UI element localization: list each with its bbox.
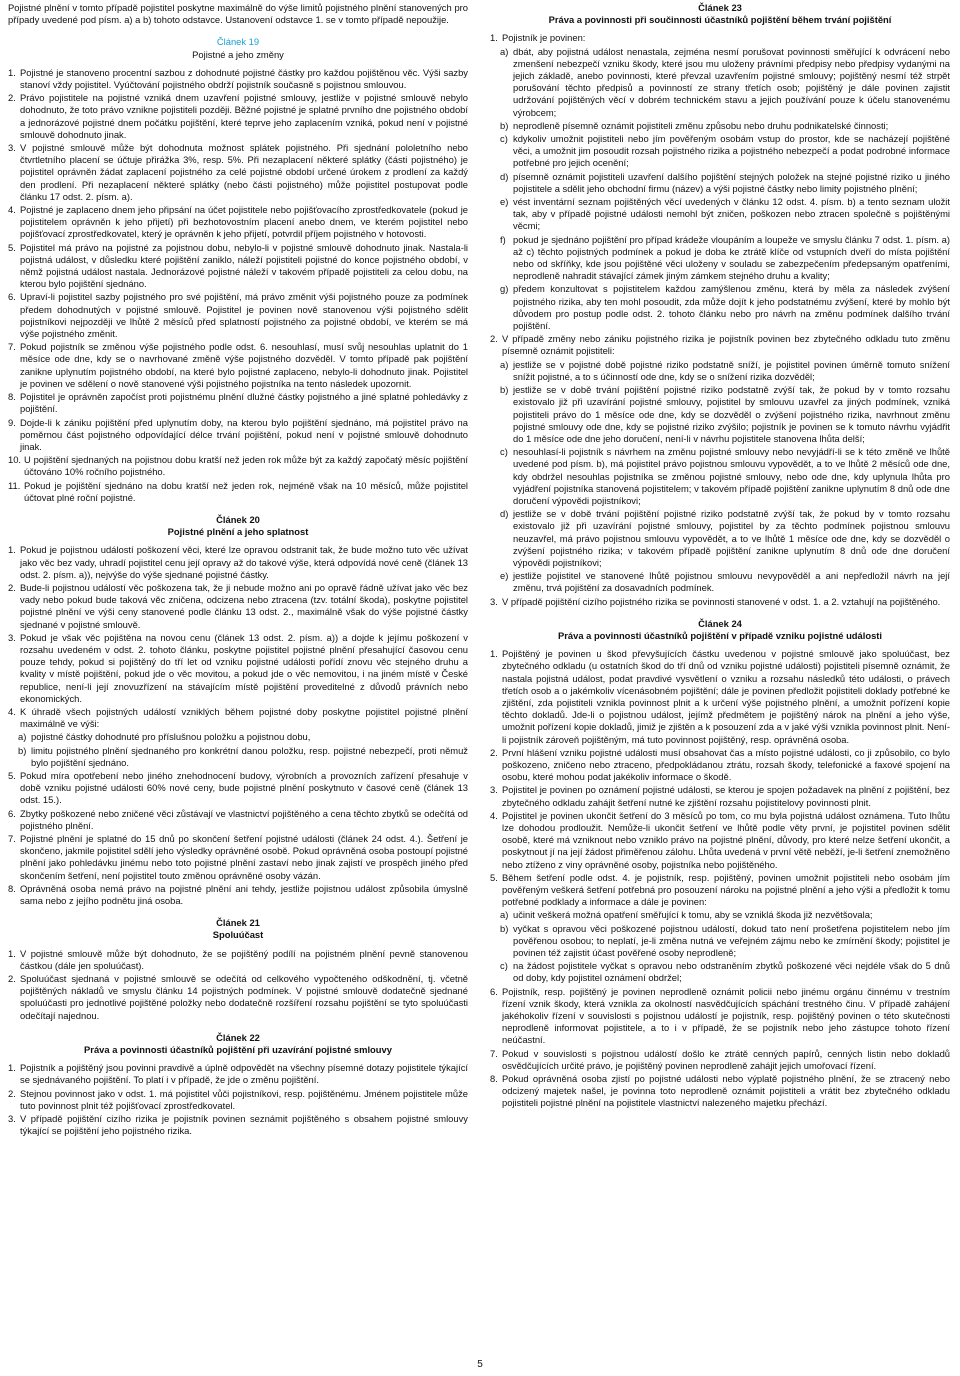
- list-item: [8, 948, 468, 972]
- article-24-heading: [490, 618, 950, 642]
- list-item-text: V případě pojištění cizího rizika je pojistník povinen seznámit pojištěného s obsahem pojistné smlouvy týkající se pojištění jeho pojistného rizika.: [20, 1113, 468, 1137]
- article-21-subtitle: Spoluúčast: [212, 929, 264, 941]
- page-number: 5: [477, 1359, 483, 1370]
- list-item-text: Pokud pojistník se změnou výše pojistného podle odst. 6. nesouhlasí, musí svůj nesouhlas uplatnit do 1 měsíce ode dne, kdy se o navrhované změně výše pojistného dozvěděl. V tomto případě pak pojištění zanikne uplynutím pojistného období, na které bylo pojistné zaplaceno, nebylo-li dohodnuto jinak. Pojistitel je povinen ve sdělení o nově stanovené výši pojistného pojistníka na tento následek upozornit.: [20, 341, 468, 389]
- list-item: [8, 632, 468, 705]
- list-item-text: Pojistitel je povinen po oznámení pojistné události, se kterou je spojen požadavek na plnění z pojištění, bez zbytečného odkladu zahájit šetření nutné ke zjištění rozsahu pojistitelovy povinnosti plnit.: [502, 784, 950, 808]
- sublist-item: [500, 446, 950, 507]
- article-23-item-1-lead: Pojistník je povinen:: [502, 32, 586, 44]
- article-20-title: Článek 20: [216, 513, 260, 525]
- sublist-item-letter: e): [500, 570, 509, 582]
- list-item-number: 11.: [8, 479, 21, 491]
- list-item-number: 2.: [8, 973, 16, 985]
- list-item-text: Bude-li pojistnou událostí věc poškozena tak, že ji nebude možno ani po opravě řádně užívat jako věc bez vady nebo pokud bude taková věc zničena, odcizena nebo ztracena (tzv. totální škoda), poskytne pojistitel pojistné plnění ve výši ceny stanovené podle článku 13 odst. 2., maximálně však do výše pojistné částky sjednané v pojistné smlouvě.: [20, 581, 468, 630]
- list-item-number: 6.: [8, 291, 16, 303]
- list-item: [8, 417, 468, 454]
- list-item-number: 2.: [8, 92, 16, 104]
- article-22-subtitle: Práva a povinnosti účastníků pojištění při uzavírání pojistné smlouvy: [84, 1044, 392, 1056]
- list-item-number: 3.: [490, 784, 498, 796]
- article-20-list-b: [8, 770, 468, 907]
- sublist-item-letter: e): [500, 196, 509, 208]
- list-item-number: 5.: [8, 241, 16, 253]
- article-21-title: Článek 21: [216, 917, 260, 929]
- list-item-text: U pojištění sjednaných na pojistnou dobu kratší než jeden rok může být za každý započatý měsíc pojištění účtováno 10% ročního pojistného.: [24, 454, 468, 478]
- sublist-item-text: pojistné částky dohodnuté pro příslušnou položku a pojistnou dobu,: [31, 731, 311, 743]
- sublist-item: [500, 384, 950, 445]
- sublist-item-letter: d): [500, 170, 509, 182]
- sublist-item-letter: c): [500, 133, 508, 145]
- article-22-list: [8, 1062, 468, 1137]
- sublist-item: [500, 283, 950, 332]
- list-item-number: 3.: [8, 631, 16, 643]
- list-item-text: Spoluúčast sjednaná v pojistné smlouvě se odečítá od celkového vypočteného odškodnění, tj. včetně pojištěných nákladů ve smyslu článku 14 pojistných podmínek. V pojistné smlouvě dodatečně sjednané spoluúčasti pro jednotlivé pojištěné položky nebo dodatečně rozšíření rozsahu pojištění se tyto spoluúčasti odečítají najednou.: [20, 973, 468, 1021]
- list-item-text: Pojistitel je povinen ukončit šetření do 3 měsíců po tom, co mu byla pojistná událost oznámena. Tuto lhůtu lze dohodou prodloužit. Nemůže-li ukončit šetření ve lhůtě podle věty první, je pojistitel povinen sdělit osobě, které má vzniknout nebo vzniklo právo na pojistné plnění, důvody, pro které nelze šetření ukončit, a poskytnout jí na její žádost přiměřenou zálohu. Lhůta uvedená v první větě neběží, je-li šetření znemožněno nebo ztíženo z viny oprávněné osoby, pojistníka nebo pojištěného.: [502, 809, 950, 870]
- list-item: [8, 1062, 468, 1086]
- list-item: [8, 770, 468, 807]
- sublist-item: [500, 960, 950, 984]
- list-item-number: 9.: [8, 416, 16, 428]
- list-item: [490, 810, 950, 871]
- list-item-number: 1.: [8, 544, 16, 556]
- list-item: [490, 986, 950, 1047]
- sublist-item-text: předem konzultovat s pojistitelem každou zamýšlenou změnu, která by měla za následek zvýšení pojistného rizika, aby ten mohl posoudit, zda může dojít k jeho podstatnému zvýšení, které by mohlo být důvodem pro postup podle odst. 2. tohoto článku nebo pro návrh na změnu podmínek dalšího trvání pojištění.: [513, 283, 950, 332]
- list-item: [8, 1113, 468, 1137]
- list-item: [490, 1073, 950, 1110]
- list-item-number: 3.: [8, 142, 16, 154]
- list-item: [8, 92, 468, 141]
- article-23-title: Článek 23: [698, 2, 742, 13]
- sublist-item: [500, 923, 950, 960]
- sublist-item-text: kdykoliv umožnit pojistiteli nebo jím pověřeným osobám vstup do prostor, kde se nacházejí pojištěné věci, a umožnit jim posoudit rozsah pojistného rizika a pojistného nebezpečí a podat podrobné informace potřebné pro jejich ocenění;: [513, 133, 950, 169]
- intro-paragraph: Pojistné plnění v tomto případě pojistitel poskytne maximálně do výše limitů pojistného plnění stanovených pro případy uvedené pod písm. a) a b) tohoto odstavce. Ustanovení odstavce 1. se v tomto případě nepoužije.: [8, 2, 468, 26]
- list-item-number: 7.: [8, 341, 16, 353]
- list-item-text: Pokud míra opotřebení nebo jiného znehodnocení budovy, výrobních a provozních zařízení přesahuje v době vzniku pojistné události 60% nové ceny, bude pojistné plnění poskytnuto v časové ceně (článek 13 odst. 15.).: [20, 769, 468, 806]
- list-item-number: 4.: [8, 705, 16, 717]
- list-item-number: 4.: [8, 204, 16, 216]
- article-23-item-3-text: V případě pojištění cizího pojistného rizika se povinnosti stanovené v odst. 1. a 2. vztahují na pojištěného.: [502, 595, 941, 607]
- list-item-number: 3.: [8, 1113, 16, 1125]
- article-23-item-3: 3. V případě pojištění cizího pojistného rizika se povinnosti stanovené v odst. 1. a 2. vztahují na pojištěného.: [490, 596, 950, 608]
- sublist-item: [18, 731, 468, 743]
- article-24-title: Článek 24: [698, 617, 742, 629]
- article-24-item5-sublist: [490, 909, 950, 984]
- list-item: [8, 544, 468, 581]
- list-item-text: Právo pojistitele na pojistné vzniká dnem uzavření pojistné smlouvy, jestliže v pojistné smlouvě nebylo dohodnuto, že toto právo vznikne pojistiteli později. Běžné pojistné je splatné prvního dne pojistného období a jednorázové pojistné dnem počátku pojištění, které teprve jeho zaplacením vzniká, pokud není v pojistné smlouvě dohodnuto jinak.: [20, 92, 468, 140]
- article-20-subtitle: Pojistné plnění a jeho splatnost: [167, 526, 309, 538]
- sublist-item-letter: b): [500, 384, 509, 396]
- list-item-number: 7.: [490, 1047, 498, 1059]
- list-item-number: 1.: [8, 1062, 16, 1074]
- sublist-item: [500, 234, 950, 283]
- list-item-number: 6.: [490, 985, 498, 997]
- sublist-item-text: učinit veškerá možná opatření směřující k tomu, aby se vzniklá škoda již nezvětšovala;: [513, 909, 873, 921]
- article-20-list: [8, 544, 468, 730]
- list-item-text: Stejnou povinnost jako v odst. 1. má pojistitel vůči pojistníkovi, resp. pojištěnému. Jménem pojistitele může tuto povinnost plnit též pojišťovací zprostředkovatel.: [20, 1087, 468, 1111]
- list-item-text: Dojde-li k zániku pojištění před uplynutím doby, na kterou bylo pojištění sjednáno, má pojistitel právo na poměrnou část pojistného odpovídající délce trvání pojištění, pokud není v pojistné smlouvě dohodnuto jinak.: [20, 416, 468, 452]
- list-item: [8, 391, 468, 415]
- list-item-number: 5.: [8, 769, 16, 781]
- article-20-heading: [8, 514, 468, 538]
- list-item-text: Pokud v souvislosti s pojistnou událostí došlo ke ztrátě cenných papírů, cenných listin nebo dokladů osvědčujících určité právo, je pojištěný povinen neprodleně zahájit jejich umořovací řízení.: [502, 1047, 950, 1071]
- article-21-heading: [8, 917, 468, 941]
- sublist-item: [500, 133, 950, 170]
- list-item-number: 10.: [8, 454, 22, 466]
- sublist-item-letter: c): [500, 446, 508, 458]
- sublist-item-letter: a): [18, 731, 27, 743]
- article-19-heading: [8, 36, 468, 60]
- list-item-text: Pokud je však věc pojištěna na novou cenu (článek 13 odst. 2. písm. a)) a dojde k jejímu poškození v rozsahu uvedeném v odst. 2. tohoto článku, poskytne pojistitel pojistné plnění přesahující časovou cenu pouze tehdy, pokud si pojištěný do tří let od vzniku pojistné události pořídí znovu věc stejného druhu a kvality v místě pojištění, pokud jde o věc movitou, a pokud jde o věc nemovitou, i na jiném místě v České republice, není-li její znovuzřízení na stávajícím místě pojištění proveditelné z důvodů právních nebo ekonomických.: [20, 631, 468, 704]
- sublist-item-text: vyčkat s opravou věci poškozené pojistnou událostí, dokud tato není prošetřena pojistitelem nebo jím pověřenou osobou; to neplatí, je-li změna nutná ve veřejném zájmu nebo ke zmírnění škody; pojistitel je povinen též zajistit účast pověřené osoby neprodleně;: [513, 922, 950, 959]
- right-column: [490, 2, 950, 1110]
- list-item: [8, 67, 468, 91]
- sublist-item-letter: b): [500, 922, 509, 934]
- list-item: [8, 582, 468, 631]
- list-item-text: Pokud je pojistnou událostí poškození věci, které lze opravou odstranit tak, že bude možno tuto věc užívat jako věc bez vady, uhradí pojistitel cenu její opravy až do takové výše, která odpovídá nové ceně (článek 13 odst. 2. písm. a)), nejvýše do výše sjednané pojistné částky.: [20, 544, 468, 580]
- list-item-number: 8.: [490, 1073, 498, 1085]
- list-item: [8, 808, 468, 832]
- list-item-text: První hlášení vzniku pojistné události musí obsahovat čas a místo pojistné události, co ji způsobilo, co bylo poškozeno, zničeno nebo ztraceno, předpokládanou ztrátu, rozsah škody, telefonické a faxové spojení na osobu, které mohou podat jakékoliv informace o škodě.: [502, 746, 950, 783]
- left-column: [8, 2, 468, 1137]
- list-item: [8, 291, 468, 340]
- list-item: [490, 747, 950, 784]
- list-item: [8, 883, 468, 907]
- article-19-list: [8, 67, 468, 504]
- list-item-number: 1.: [8, 947, 16, 959]
- list-item: [8, 454, 468, 478]
- list-item: [490, 784, 950, 808]
- list-item: [490, 648, 950, 746]
- sublist-item-text: nesouhlasí-li pojistník s návrhem na změnu pojistné smlouvy nebo nevyjádří-li se k této změně ve lhůtě uvedené pod písm. b), má pojistitel právo pojistnou smlouvu vypovědět, a to ve lhůtě 2 měsíců ode dne, kdy obdržel nesouhlas pojistníka se změnou pojistné smlouvy, nebo ode dne, kdy uplynula lhůta pro vyjádření pojistníka stanovená pojistitelem; v takovém případě pojištění zanikne uplynutím 8 dnů ode dne doručení výpovědi pojistníkovi;: [513, 446, 950, 506]
- article-19-subtitle: Pojistné a jeho změny: [192, 48, 284, 60]
- list-item: [8, 973, 468, 1022]
- article-23-item-2: 2. V případě změny nebo zániku pojistného rizika je pojistník povinen bez zbytečného odkladu tuto změnu písemně oznámit pojistiteli:: [490, 333, 950, 357]
- article-23-item-2-lead: V případě změny nebo zániku pojistného rizika je pojistník povinen bez zbytečného odkladu tuto změnu písemně oznámit pojistiteli:: [502, 333, 950, 357]
- article-23-subtitle: Práva a povinnosti při součinnosti účastníků pojištění během trvání pojištění: [548, 14, 892, 26]
- list-item-text: Pojistitel má právo na pojistné za pojistnou dobu, nebylo-li v pojistné smlouvě dohodnuto jinak. Nastala-li pojistná událost, v důsledku které pojištění zaniklo, náleží pojistiteli pojistné do konce pojistného období, v němž pojistná událost nastala. Jednorázové pojistné náleží v takovém případě pojistiteli za celou dobu, na kterou bylo pojištění sjednáno.: [20, 241, 468, 290]
- list-item-text: Pokud oprávněná osoba zjistí po pojistné události nebo výplatě pojistného plnění, že se ztracený nebo odcizený majetek našel, je povinna toto neprodleně oznámit pojistiteli a vrátit bez zbytečného odkladu pojistiteli pojistné plnění na pojistitele vlastnictví nalezeného majetku přechází.: [502, 1073, 950, 1109]
- sublist-item-text: jestliže se v době trvání pojištění pojistné riziko podstatně zvýší tak, že pokud by v tomto rozsahu existovalo již při uzavírání pojistné smlouvy, pojistitel by za těchto podmínek pojistnou smlouvu neuzavřel, má právo pojistnou smlouvu vypovědět, a to ve lhůtě 1 měsíce ode dne, kdy se dozvěděl o zvýšení pojistného rizika; v takovém případě pojištění zanikne uplynutím 8 dnů ode dne doručení výpovědi pojistníkovi;: [513, 508, 950, 568]
- list-item-text: Pojistitel je oprávněn započíst proti pojistnému plnění dlužné částky pojistného a jiné splatné pohledávky z pojištění.: [20, 391, 468, 415]
- list-item-text: Pojistné plnění je splatné do 15 dnů po skončení šetření pojistné události (článek 24 odst. 4.). Šetření je skončeno, jakmile pojistitel sdělí jeho výsledky oprávněné osobě. Pokud oprávněná osoba postoupí pojistné plnění jako pohledávku jinému nebo toto pojistné plnění zastaví nebo jinak zajistí ve prospěch jiného před skončením šetření, není pojistitel touto změnou oprávněné osoby vázán.: [20, 833, 468, 881]
- list-item-number: 2.: [490, 746, 498, 758]
- list-item-text: Během šetření podle odst. 4. je pojistník, resp. pojištěný, povinen umožnit pojistiteli nebo osobám jím pověřeným veškerá šetření potřebná pro posouzení nároku na pojistné plnění a jeho výši a předložit k tomu potřebné podklady a informace a dále je povinen:: [502, 871, 950, 908]
- sublist-item: [500, 46, 950, 119]
- list-item-number: 6.: [8, 807, 16, 819]
- article-19-title: Článek 19: [216, 36, 260, 48]
- list-item: [8, 142, 468, 203]
- list-item-text: Pojistník a pojištěný jsou povinni pravdivě a úplně odpovědět na všechny písemné dotazy pojistitele týkající se sjednávaného pojištění. To platí i v případě, že jde o změnu pojištění.: [20, 1062, 468, 1086]
- article-24-list-b: [490, 986, 950, 1110]
- article-20-item4-sublist: [8, 731, 468, 769]
- list-item-text: Pojištěný je povinen u škod převyšujících částku uvedenou v pojistné smlouvě jako spoluúčast, bez zbytečného odkladu (u ostatních škod do tří dnů od vzniku pojistné události) pojistiteli písemně oznámit, že nastala pojistná událost, podat pravdivé vysvětlení o vzniku a rozsahu následků této události, o právech třetích osob a o jakémkoliv vícenásobném pojištění; dále je povinen předložit pojistiteli doklady potřebné ke zjištění, zda pojistiteli vznikla povinnost plnit a k určení výše pojistného plnění, a umožnit pořízení kopie těchto dokladů. Jde-li o pojistnou událost, jejímž předmětem je pojištěný nárok na plnění a jeho výše, umožnit pořízení kopie dokladů, jimiž je zjištěn a k posouzení zda a v jaké výši vznikla povinnost plnit. Není-li pojistník zároveň pojištěným, má tuto povinnost pojištěný, resp. oprávněná osoba.: [502, 648, 950, 745]
- list-item: [8, 1088, 468, 1112]
- sublist-item-letter: f): [500, 233, 506, 245]
- list-item-text: Pojistník, resp. pojištěný je povinen neprodleně oznámit policii nebo jinému orgánu činnému v trestním řízení vznik škody, která vznikla za okolností nasvědčujících spáchání trestného činu. V případě zahájení jakéhokoliv řízení v souvislosti s pojistnou událostí je pojistník, resp. pojištěný povinen o této skutečnosti neprodleně informovat pojistitele, a to i v případě, že se pojistník nebo jeho zástupce tohoto řízení neúčastní.: [502, 985, 950, 1046]
- list-item-number: 5.: [490, 871, 498, 883]
- list-item-number: 1.: [8, 66, 16, 78]
- list-item-number: 1.: [490, 648, 498, 660]
- list-item-text: K úhradě všech pojistných událostí vzniklých během pojistné doby poskytne pojistitel pojistné plnění maximálně ve výši:: [20, 705, 468, 730]
- list-item: [8, 706, 468, 730]
- list-item: [490, 872, 950, 909]
- sublist-item-letter: g): [500, 283, 509, 295]
- sublist-item: [500, 508, 950, 569]
- sublist-item-letter: a): [500, 358, 509, 370]
- list-item-text: Pojistné je stanoveno procentní sazbou z dohodnuté pojistné částky pro každou pojištěnou věc. Výši sazby stanoví vždy pojistitel. Vyúčtování pojistného obdrží pojistník současně s pojistnou smlouvou.: [20, 66, 468, 91]
- list-item: [8, 242, 468, 291]
- list-item-number: 7.: [8, 833, 16, 844]
- sublist-item: [500, 909, 950, 921]
- list-item-text: Upraví-li pojistitel sazby pojistného pro své pojištění, má právo změnit výši pojistného pouze za podmínek předem dohodnutých v pojistné smlouvě. Pojistitel je povinen nově stanovenou výši pojistného sdělit pojistníkovi nejpozději ve lhůtě 2 měsíců před splatností pojistného za pojistné období, ve kterém se má výše pojistného změnit.: [20, 291, 468, 340]
- article-23-item1-sublist: [490, 46, 950, 333]
- list-item-number: 2.: [8, 581, 16, 593]
- list-item-number: 4.: [490, 809, 498, 821]
- list-item: [8, 204, 468, 241]
- article-22-title: Článek 22: [216, 1031, 260, 1043]
- article-21-list: [8, 948, 468, 1022]
- sublist-item-text: neprodleně písemně oznámit pojistiteli změnu způsobu nebo druhu podnikatelské činnosti;: [513, 119, 889, 131]
- list-item-number: 8.: [8, 391, 16, 403]
- article-24-list: [490, 648, 950, 908]
- sublist-item-text: na žádost pojistitele vyčkat s opravou nebo odstraněním zbytků poškozené věci nejdéle však do 5 dnů od doby, kdy pojistitel oznámení obdržel;: [513, 960, 950, 984]
- sublist-item-letter: c): [500, 960, 508, 972]
- list-item-text: Oprávněná osoba nemá právo na pojistné plnění ani tehdy, jestliže pojistnou událost způsobila úmyslně sama nebo z jejího podnětu jiná osoba.: [20, 882, 468, 907]
- article-22-heading: [8, 1032, 468, 1056]
- sublist-item: [500, 570, 950, 594]
- sublist-item: [500, 359, 950, 383]
- sublist-item: [500, 196, 950, 233]
- list-item-number: 8.: [8, 882, 16, 894]
- list-item: [8, 480, 468, 504]
- sublist-item: [18, 745, 468, 769]
- list-item-text: V pojistné smlouvě může být dohodnuto, že se pojištěný podílí na pojistném plnění pevně stanovenou částkou (dále jen spoluúčast).: [20, 947, 468, 971]
- sublist-item-letter: d): [500, 508, 509, 520]
- sublist-item: [500, 171, 950, 195]
- sublist-item-letter: a): [500, 45, 509, 57]
- article-23-item2-sublist: [490, 359, 950, 595]
- article-23-item-1: 1. Pojistník je povinen:: [490, 32, 950, 44]
- sublist-item: [500, 120, 950, 132]
- list-item: [8, 833, 468, 882]
- sublist-item-text: pokud je sjednáno pojištění pro případ krádeže vloupáním a loupeže ve smyslu článku 7 odst. 1. písm. a) až c) těchto pojistných podmínek a pokud je doba ke ztrátě klíče od vstupních dveří do místa pojištění nebo od skříňky, kde jsou pojištěné věci uloženy v souladu se zabezpečením předepsaným opatřeními, neprodleně nahradit stávající zámek jiným zámkem stejného druhu a kvality;: [513, 233, 950, 282]
- sublist-item-text: písemně oznámit pojistiteli uzavření dalšího pojištění stejných položek na stejné pojistné riziko u jiného pojistitele a sdělit jeho obchodní firmu (název) a výši pojistné částky nebo limity pojistného plnění;: [513, 170, 950, 194]
- article-23-heading: [490, 2, 950, 26]
- list-item-number: 2.: [8, 1087, 16, 1099]
- article-24-subtitle: Práva a povinnosti účastníků pojištění v případě vzniku pojistné události: [557, 629, 883, 641]
- list-item: [8, 341, 468, 390]
- sublist-item-letter: b): [500, 119, 509, 131]
- sublist-item-letter: b): [18, 744, 27, 756]
- list-item: [490, 1048, 950, 1072]
- sublist-item-text: jestliže se v pojistné době pojistné riziko podstatně sníží, je pojistitel povinen úměrně tomuto snížení snížit pojistné, a to s účinností ode dne, kdy se o snížení rizika dozvěděl;: [513, 358, 950, 382]
- list-item-text: Pojistné je zaplaceno dnem jeho připsání na účet pojistitele nebo pojišťovacího zprostředkovatele (pokud je pojistitelem oprávněn k jeho přijetí) při bezhotovostním placení anebo dnem, ve kterém pojistitel nebo pojišťovací zprostředkovatel, který je oprávněn k jeho přijetí, potvrdil příjem pojistného v hotovosti.: [20, 204, 468, 240]
- list-item-text: Pokud je pojištění sjednáno na dobu kratší než jeden rok, nejméně však na 10 měsíců, může pojistitel účtovat plné roční pojistné.: [24, 479, 468, 503]
- sublist-item-text: jestliže se v době trvání pojištění pojistné riziko podstatně zvýší tak, že pokud by v tomto rozsahu existovalo již při uzavírání pojistné smlouvy, pojistitel by smlouvu uzavřel za jiných podmínek, vzniká pojistiteli právo do 1 měsíce ode dne, kdy se dozvěděl o zvýšení pojistného rizika, navrhnout změnu pojistné smlouvy ode dne, kdy se pojistné riziko zvýšilo; pojistník je povinen se k tomuto návrhu vyjádřit do 1 měsíce ode dne jeho doručení, není-li v návrhu pojistitele stanovena lhůta delší;: [513, 384, 950, 444]
- sublist-item-letter: a): [500, 909, 509, 921]
- sublist-item-text: dbát, aby pojistná událost nenastala, zejména nesmí porušovat povinnosti směřující k odvrácení nebo zmenšení nebezpečí vzniku škody, které jsou mu uloženy právními předpisy nebo předpisy vydanými na jejich základě, anebo povinnosti, které převzal uzavřením pojistné smlouvy; pojištěný nesmí též strpět porušování těchto předpisů a povinností ze strany třetích osob; pojištěný je dále povinen zajistit udržování pojištěných věcí v dobrém technickém stavu a jejich používání pouze k účelu stanovenému výrobcem;: [513, 45, 950, 118]
- list-item-text: V pojistné smlouvě může být dohodnuta možnost splátek pojistného. Při sjednání pololetního nebo čtvrtletního placení se účtuje přirážka 3%, resp. 5%. Při nezaplacení některé splátky (části pojistného) je pojistitel oprávněn žádat zaplacení pojistného za celé pojistné období určené úrokem z prodlení za každý den prodlení. Při nezaplacení některé splátky (nebo části pojistného) může pojistitel postupovat podle článku 17 odst. 2. písm. a).: [20, 142, 468, 202]
- sublist-item-text: limitu pojistného plnění sjednaného pro konkrétní danou položku, resp. pojistné nebezpečí, proti němuž bylo pojištění sjednáno.: [31, 744, 468, 768]
- sublist-item-text: vést inventární seznam pojištěných věcí uvedených v článku 12 odst. 4. písm. b) a tento seznam uložit tak, aby v případě pojistné události nemohl být zničen, poškozen nebo ztracen společně s pojištěnými věcmi;: [513, 196, 950, 232]
- sublist-item-text: jestliže pojistitel ve stanovené lhůtě pojistnou smlouvu nevypověděl a ani nepředložil návrh na její změnu, trvá pojištění za dosavadních podmínek.: [513, 570, 950, 594]
- list-item-text: Zbytky poškozené nebo zničené věci zůstávají ve vlastnictví pojištěného a cena těchto zbytků se odečítá od pojistného plnění.: [20, 807, 468, 831]
